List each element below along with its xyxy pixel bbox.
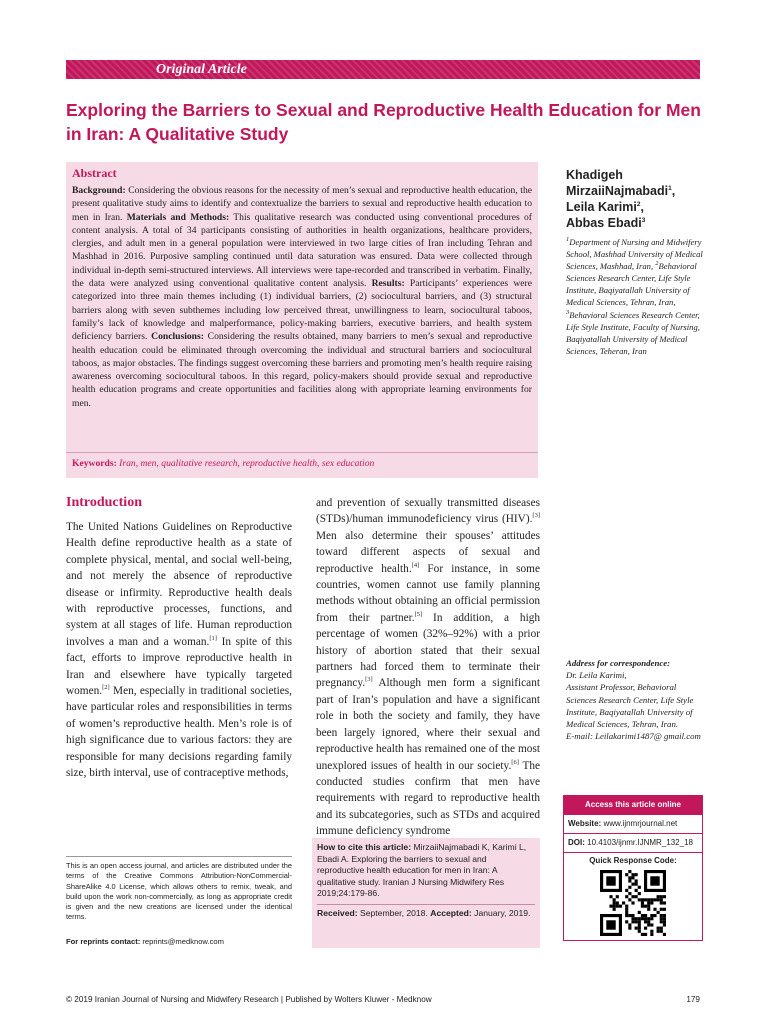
article-type-banner: [66, 60, 700, 79]
author-2: Leila Karimi$^2$,: [566, 200, 644, 214]
affiliations: $^1$Department of Nursing and Midwifery School, Mashhad University of Medical Sciences, Mashhad, Iran, $^2$Behavioral Sciences Research Center, Life Style Institute, Baqiyatallah University of Medical Sciences, Tehran, Iran, $^3$Behavioral Sciences Research Center, Life Style Institute, Faculty of Nursing, Baqiyatallah University of Medical Sciences, Teheran, Iran: [566, 236, 703, 356]
received-date: September, 2018.: [360, 907, 428, 918]
conclusions-label: Conclusions:: [151, 331, 204, 343]
results-text: Participants’ experiences were categorized into three main themes including (1) individual barriers, (2) sociocultural barriers, and (3) structural barriers along with seven subthemes including low perceived threat, unwillingness to learn, sociocultural taboos, family’s lack of knowledge and malperformance, policy-making barriers, executive barriers, and health system deficiency barriers.: [72, 278, 532, 343]
footer-copyright: © 2019 Iranian Journal of Nursing and Midwifery Research | Published by Wolters Kluwer - Medknow: [66, 995, 432, 1004]
cite-divider: [317, 904, 535, 905]
methods-text: This qualitative research was conducted using conventional procedures of content analysis. A total of 34 participants consisting of authorities in health organizations, healthcare providers, clergies, and adult men in a general population were interviewed in two large cities of Iran including Tehran and Mashhad in 2016. Purposive sampling continued until data saturation was ensured. Data were collected through individual in-depth semi-structured interviews. All interviews were tape-recorded and transcribed in verbatim. Finally, the data were analyzed using conventional qualitative content analysis.: [72, 211, 532, 290]
correspondence-email[interactable]: E-mail: Leilakarimi1487@ gmail.com: [566, 731, 701, 742]
doi-row: DOI: 10.4103/ijnmr.IJNMR_132_18: [564, 833, 702, 852]
methods-label: Materials and Methods:: [126, 211, 230, 223]
author-3: Abbas Ebadi$^3$: [566, 216, 646, 230]
abstract-heading: Abstract: [72, 166, 117, 180]
cite-text: MirzaiiNajmabadi K, Karimi L, Ebadi A. Exploring the barriers to sexual and reproductive health education for men in Iran: A qualitative study. Iranian J Nursing Midwifery Res 2019;24:179-86.: [317, 842, 527, 899]
website-link[interactable]: www.ijnmrjournal.net: [603, 819, 678, 828]
license-footnote: This is an open access journal, and articles are distributed under the terms of the Creative Commons Attribution-NonCommercial-ShareAlike 4.0 License, which allows others to remix, tweak, and build upon the work non-commercially, as long as appropriate credit is given and the new creations are licensed under the identical terms.: [66, 856, 292, 923]
how-to-cite-box: How to cite this article: MirzaiiNajmabadi K, Karimi L, Ebadi A. Exploring the barriers to sexual and reproductive health education for men in Iran: A qualitative study. Iranian J Nursing Midwifery Res 2019;24:179-86. Received: September, 2018. Accepted: January, 2019.: [312, 838, 540, 948]
keywords-text: Iran, men, qualitative research, reproductive health, sex education: [119, 458, 375, 469]
website-row: Website: www.ijnmrjournal.net: [564, 814, 702, 833]
access-heading: Access this article online: [564, 796, 702, 814]
page-footer: [66, 995, 700, 1004]
affiliation-1: Department of Nursing and Midwifery School, Mashhad University of Medical Sciences, Mashhad, Iran,: [566, 237, 703, 272]
affiliation-2: Behavioral Sciences Research Center, Life Style Institute, Baqiyatallah University of Medical Sciences, Tehran, Iran,: [566, 261, 697, 308]
intro-column-1: The United Nations Guidelines on Reproductive Health define reproductive health as a state of complete physical, mental, and social well-being, and not merely the absence of reproductive disease or infirmity. Reproductive health deals with reproductive processes, functions, and system at all stages of life. Human reproduction involves a man and a woman.[1] In spite of this fact, efforts to improve reproductive health in Iran and elsewhere have typically targeted women.[2] Men, especially in traditional societies, have particular roles and responsibilities in terms of women’s reproductive health. Men’s role is of high significance due to various factors: they are responsible for many decisions regarding family size, birth interval, use of contraceptive methods,: [66, 521, 292, 780]
article-title: Exploring the Barriers to Sexual and Reproductive Health Education for Men in Iran: A Qualitative Study: [66, 100, 701, 144]
qr-code-icon[interactable]: [600, 870, 666, 936]
background-label: Background:: [72, 185, 126, 196]
affiliation-3: Behavioral Sciences Research Center, Life Style Institute, Faculty of Nursing, Baqiyatallah University of Medical Sciences, Teheran, Iran: [566, 309, 700, 356]
accepted-date: January, 2019.: [474, 907, 531, 918]
keywords-label: Keywords:: [72, 458, 117, 469]
author-1: Khadigeh MirzaiiNajmabadi$^1$,: [566, 168, 676, 198]
correspondence-label: Address for correspondence:: [566, 658, 671, 668]
results-label: Results:: [371, 278, 405, 290]
access-online-box: [563, 795, 703, 941]
page-number: 179: [686, 995, 700, 1004]
reprints-contact: For reprints contact: reprints@medknow.com: [66, 937, 224, 946]
keywords-divider: [66, 452, 538, 453]
keywords: [72, 458, 374, 469]
abstract-body: [72, 184, 532, 410]
article-type-label: Original Article: [156, 62, 247, 77]
author-list: [566, 167, 706, 231]
doi-link[interactable]: 10.4103/ijnmr.IJNMR_132_18: [587, 838, 693, 847]
intro-column-2: and prevention of sexually transmitted diseases (STDs)/human immunodeficiency virus (HIV).[3] Men also determine their spouses’ attitudes toward different aspects of sexual and reproductive health.[4] For instance, in some countries, women cannot use family planning methods without obtaining an official permission from their partner.[5] In addition, a high percentage of women (32%–92%) with a prior history of abortion stated that their sexual partners had forced them to terminate their pregnancy.[3] Although men form a significant part of Iran’s population and have a significant role in both the society and family, they have been largely ignored, where their sexual and reproductive health has remained one of the most unexplored issues of health in our society.[6] The conducted studies confirm that men have requirements with regard to reproductive health and its subcategories, such as STDs and acquired immune deficiency syndrome: [316, 497, 541, 838]
background-text: Considering the obvious reasons for the necessity of men’s sexual and reproductive health education, the present qualitative study aims to identify and contextualize the barriers to sexual and reproductive health education to men in Iran.: [72, 185, 532, 223]
correspondence: Address for correspondence: Dr. Leila Karimi, Assistant Professor, Behavioral Sciences Research Center, Life Style Institute, Baqiyatallah University of Medical Sciences, Tehran, Iran. E-mail: Leilakarimi1487@ gmail.com: [566, 658, 701, 742]
reprints-email-link[interactable]: reprints@medknow.com: [142, 937, 224, 946]
introduction-heading: Introduction: [66, 495, 142, 510]
cite-label: How to cite this article:: [317, 842, 412, 852]
conclusions-text: Considering the results obtained, many barriers to men’s sexual and reproductive health education could be eliminated through overcoming the individual and structural barriers and sociocultural taboos, as major obstacles. The findings suggest overcoming these barriers and promoting men’s health require raising awareness overcoming sociocultural taboos. In this regard, policy-makers should provide sexual and reproductive health education programs and create opportunities and facilities along with appropriate learning environments for men.: [72, 331, 533, 409]
qr-label: Quick Response Code:: [589, 856, 677, 865]
abstract-box: [66, 162, 538, 478]
